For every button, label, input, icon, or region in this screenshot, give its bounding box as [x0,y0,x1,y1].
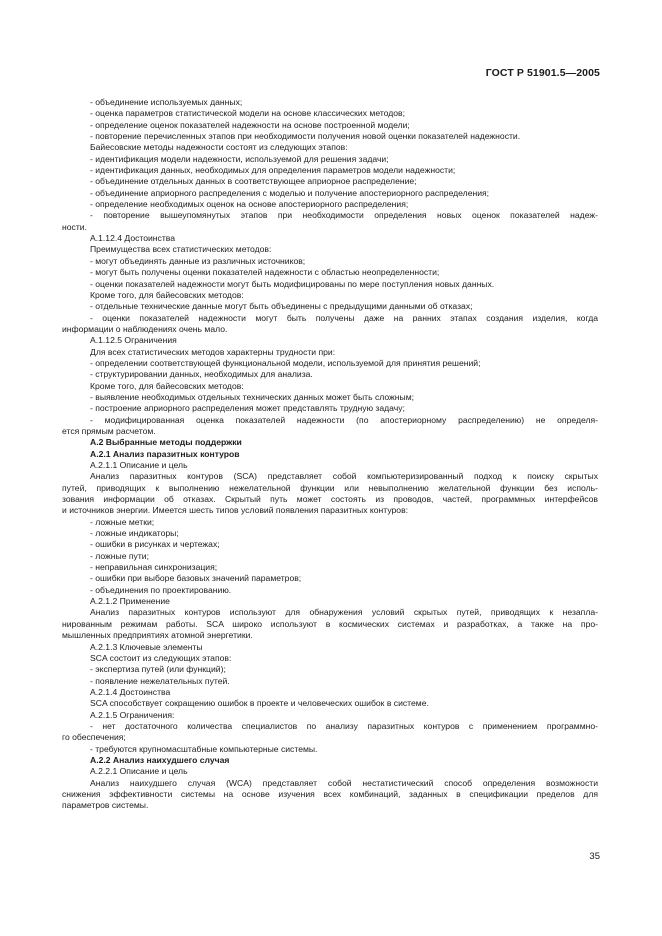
text-line: SCA способствует сокращению ошибок в проекте и человеческих ошибок в системе. [90,698,429,709]
text-line: Байесовские методы надежности состоят из следующих этапов: [90,142,348,153]
text-line: - требуются крупномасштабные компьютерные системы. [90,743,318,754]
text-line: - выявление необходимых отдельных технических данных может быть сложным; [90,391,415,402]
text-line: - ложные пути; [90,550,149,561]
standard-header: ГОСТ Р 51901.5—2005 [485,67,600,79]
document-body [62,97,598,812]
text-line: - определение оценок показателей надежности на основе построенной модели; [90,119,410,130]
text-line: снижения эффективности системы на основе изучения всех комбинаций, заданных в спецификации пределов для [62,788,598,799]
text-line: параметров системы. [62,800,149,811]
text-line: - появление нежелательных путей. [90,675,230,686]
text-line: - неправильная синхронизация; [90,562,218,573]
section-heading: А.2 Выбранные методы поддержки [90,437,242,448]
text-line: А.2.1.3 Ключевые элементы [90,641,203,652]
text-line: А.2.1.4 Достоинства [90,686,171,697]
text-line: SCA состоит из следующих этапов: [90,652,232,663]
text-line: Кроме того, для байесовских методов: [90,380,244,391]
text-line: мышленных предприятиях атомной энергетики. [62,630,253,641]
text-line: А.2.1.2 Применение [90,596,170,607]
text-line: - модифицированная оценка показателей надежности (по апостериорному распределению) не определя- [90,414,598,425]
text-line: А.1.12.4 Достоинства [90,233,176,244]
text-line: ется прямым расчетом. [62,425,156,436]
text-line: А.2.1.1 Описание и цель [90,460,188,470]
text-line: - идентификация данных, необходимых для определения параметров модели надежности; [90,165,456,176]
text-line: - ошибки при выборе базовых значений параметров; [90,573,302,584]
text-line: - построение априорного распределения может представлять трудную задачу; [90,403,405,414]
text-line: - нет достаточного количества специалистов по анализу паразитных контуров с применением программно- [90,720,598,731]
text-line: Анализ паразитных контуров используют для обнаружения условий скрытых путей, приводящих к незапла- [90,607,598,618]
text-line: - повторение вышеупомянутых этапов при необходимости определения новых оценок показателей надеж- [90,210,598,221]
text-line: зования информации об отказах. Скрытый путь может состоять из проводов, частей, программных интерфейсов [62,494,598,505]
text-line: Преимущества всех статистических методов: [90,244,272,255]
page-number: 35 [589,851,600,862]
text-line: - идентификация модели надежности, используемой для решения задачи; [90,153,389,164]
text-line: - ложные метки; [90,516,155,527]
section-heading: А.2.1 Анализ паразитных контуров [90,448,240,459]
text-line: и источников энергии. Имеется шесть типов условий появления паразитных контуров: [62,505,409,516]
text-line: - объединение отдельных данных в соответствующее априорное распределение; [90,176,417,187]
text-line: - определение необходимых оценок на основе апостериорного распределения; [90,199,409,210]
text-line: - структурировании данных, необходимых для анализа. [90,369,313,380]
text-line: А.2.2.1 Описание и цель [90,766,188,777]
text-line: - оценки показателей надежности могут быть получены даже на ранних этапах создания изделия, когда [90,312,598,323]
text-line: - повторение перечисленных этапов при необходимости получения новой оценки показателей надежности. [90,131,521,142]
text-line: - определении соответствующей функциональной модели, используемой для принятия решений; [90,357,481,368]
text-line: Анализ паразитных контуров (SCA) представляет собой компьютеризированный подход к поиску скрытых [90,471,598,482]
text-line: Кроме того, для байесовских методов: [90,289,244,300]
text-line: - могут быть получены оценки показателей надежности с областью неопределенности; [90,267,440,278]
text-line: - оценки показателей надежности могут быть модифицированы по мере поступления новых данных. [90,278,495,289]
text-line: - ошибки в рисунках и чертежах; [90,539,220,550]
text-line: нированным режимам работы. SCA широко используют в космических системах и разработках, а также на про- [62,618,598,629]
text-line: - могут объединять данные из различных источников; [90,255,306,266]
text-line: - оценка параметров статистической модели на основе классических методов; [90,108,405,119]
text-line: - ложные индикаторы; [90,528,179,539]
text-line: А.2.1.5 Ограничения: [90,709,175,720]
text-line: - экспертиза путей (или функций); [90,664,226,675]
text-line: ности. [62,221,87,232]
text-line: Анализ наихудшего случая (WCA) представляет собой нестатистический способ определения возможности [90,777,598,788]
text-line: путей, приводящих к выполнению нежелательной функции или невыполнению желательной функции без исполь- [62,482,598,493]
text-line: - отдельные технические данные могут быть объединены с предыдущими данными об отказах; [90,301,473,312]
section-heading: А.2.2 Анализ наихудшего случая [90,754,230,765]
text-line: А.1.12.5 Ограничения [90,335,177,346]
text-line: - объединение используемых данных; [90,97,243,107]
text-line: го обеспечения; [62,732,126,743]
text-line: - объединение априорного распределения с моделью и получение апостериорного распределения; [90,187,490,198]
text-line: информации о наблюдениях очень мало. [62,323,228,334]
text-line: Для всех статистических методов характерны трудности при: [90,346,336,357]
text-line: - объединения по проектированию. [90,584,232,595]
